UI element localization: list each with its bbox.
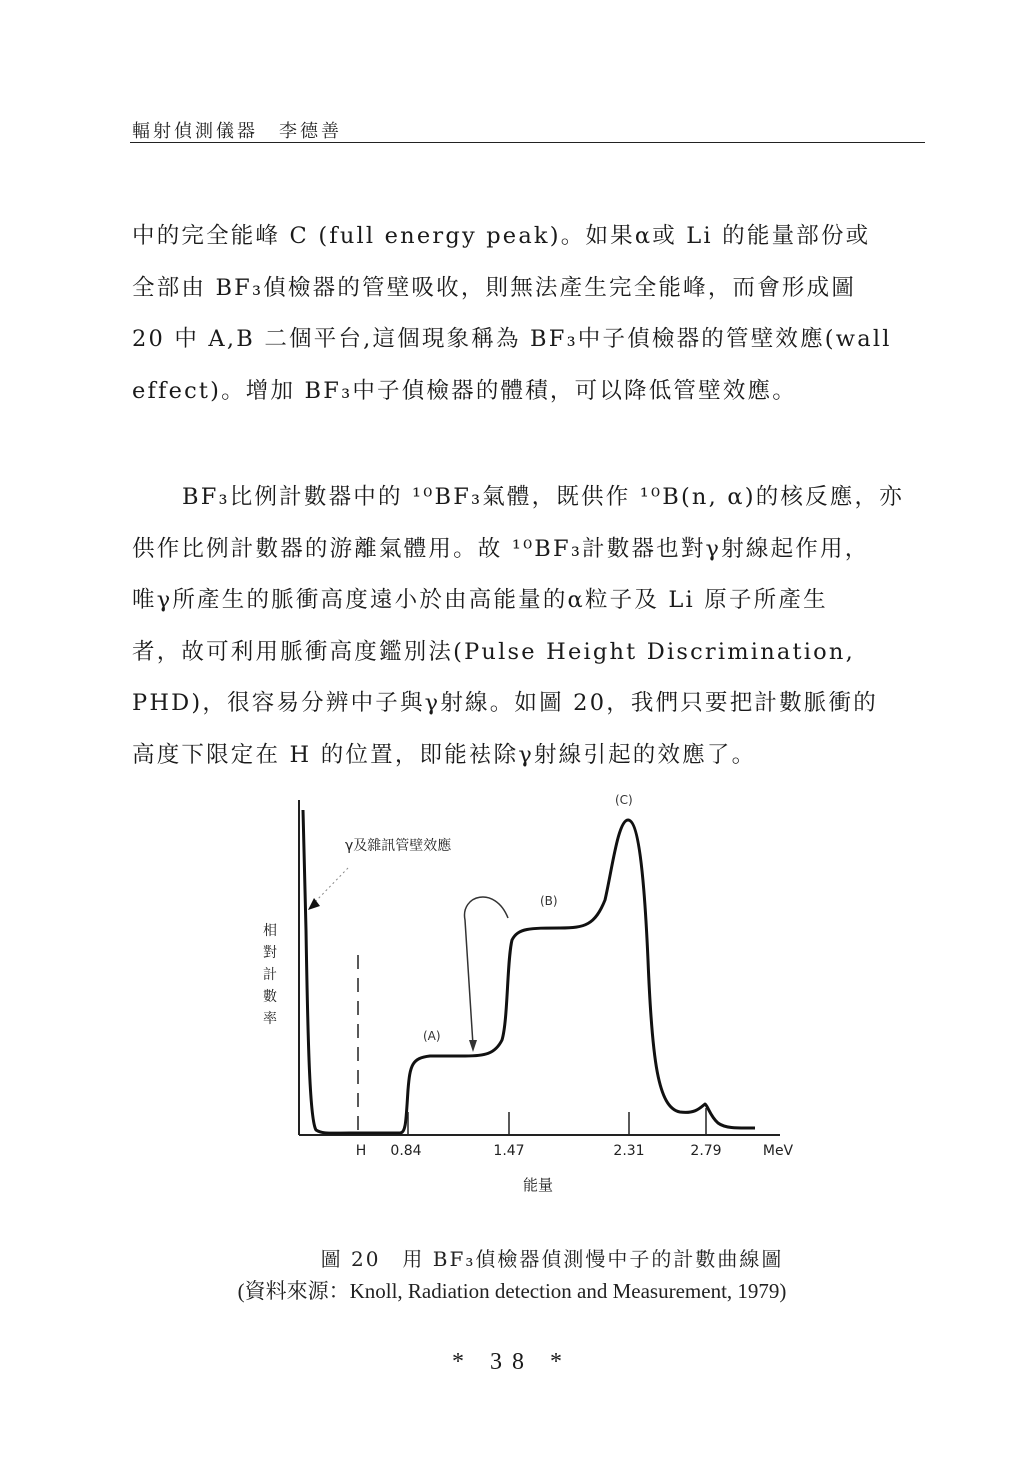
figure-caption: 圖 20 用 BF₃偵檢器偵測慢中子的計數曲線圖 [320, 1247, 784, 1271]
figure-source: (資料來源：Knoll, Radiation detection and Measurement, 1979) [237, 1279, 787, 1303]
x-unit: MeV [762, 1143, 794, 1159]
paragraph-line: 供作比例計數器的游離氣體用。故 ¹⁰BF₃計數器也對γ射線起作用， [132, 535, 870, 562]
page-number: * 38 * [452, 1349, 572, 1375]
arrowhead-down-icon [469, 1040, 477, 1052]
x-tick-147: 1.47 [493, 1143, 525, 1159]
running-header: 輻射偵測儀器 李德善 [132, 121, 342, 142]
header-rule [130, 142, 925, 143]
paragraph-wall-effect [132, 211, 922, 417]
paragraph-line: PHD)，很容易分辨中子與γ射線。如圖 20，我們只要把計數脈衝的 [132, 690, 878, 716]
paragraph-line: 者，故可利用脈衝高度鑑別法(Pulse Height Discrimination, [132, 638, 855, 665]
y-axis-label [263, 922, 277, 1027]
x-tick-084: 0.84 [390, 1143, 422, 1159]
y-axis-label-text: 相對計數率 [263, 923, 277, 1027]
annotation-gamma: γ及雜訊管壁效應 [345, 838, 452, 854]
gamma-arrow-icon [308, 898, 320, 910]
paragraph-line: effect)。增加 BF₃中子偵檢器的體積，可以降低管壁效應。 [132, 377, 797, 404]
x-tick-279: 2.79 [690, 1143, 722, 1159]
label-c: (C) [615, 793, 633, 807]
figure-20 [240, 790, 820, 1210]
paragraph-line: 唯γ所產生的脈衝高度遠小於由高能量的α粒子及 Li 原子所產生 [132, 587, 828, 613]
label-a: (A) [423, 1029, 441, 1043]
paragraph-line: 中的完全能峰 C (full energy peak)。如果α或 Li 的能量部份或 [132, 223, 871, 249]
paragraph-phd [132, 472, 922, 781]
paragraph-line: 高度下限定在 H 的位置，即能袪除γ射線引起的效應了。 [132, 741, 757, 768]
paragraph-line: 20 中 A,B 二個平台,這個現象稱為 BF₃中子偵檢器的管壁效應(wall [132, 326, 892, 352]
gamma-leader-line [314, 868, 348, 903]
label-b: (B) [540, 894, 558, 908]
wall-effect-arrow [465, 897, 508, 1045]
paragraph-line: BF₃比例計數器中的 ¹⁰BF₃氣體，既供作 ¹⁰B(n, α)的核反應，亦 [182, 484, 904, 510]
spectrum-curve [303, 810, 755, 1133]
x-tick-231: 2.31 [613, 1143, 645, 1159]
x-tick-h: H [355, 1143, 367, 1159]
x-axis-label: 能量 [522, 1176, 554, 1194]
paragraph-line: 全部由 BF₃偵檢器的管壁吸收，則無法產生完全能峰，而會形成圖 [132, 274, 857, 301]
pulse-height-spectrum-diagram [240, 790, 820, 1210]
